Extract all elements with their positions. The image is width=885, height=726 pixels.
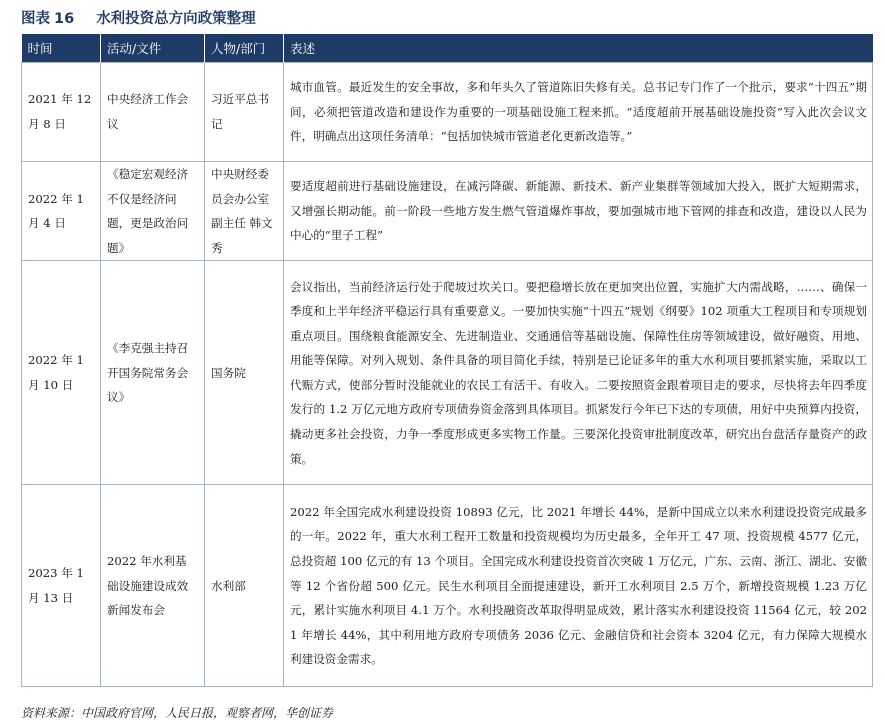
figure-title	[21, 6, 256, 32]
source-note: 资料来源：中国政府官网，人民日报，观察者网，华创证券	[21, 706, 334, 720]
table-header-row	[22, 34, 873, 63]
figure-title-text: 水利投资总方向政策整理	[96, 11, 256, 27]
table-row	[22, 485, 873, 687]
figure-label: 图表	[21, 11, 50, 27]
cell-statement: 会议指出，当前经济运行处于爬坡过坎关口。要把稳增长放在更加突出位置，实施扩大内需战略，……、确保一季度和上半年经济平稳运行具有重要意义。一要加快实施“十四五”规划《纲要》102 项重大工程项目和专项规划重点项目。围绕粮食能源安全、先进制造业、交通通信等基础设施、保障性住房等领域建设，做好融资、用地、用能等保障。对列入规划、条件具备的项目简化手续，特别是已论证多年的重大水利项目要抓紧实施，采取以工代赈方式，使部分暂时没能就业的农民工有活干、有收入。二要按照资金跟着项目走的要求，尽快将去年四季度发行的 1.2 万亿元地方政府专项债券资金落到具体项目。抓紧发行今年已下达的专项债，用好中央预算内投资，撬动更多社会投资，力争一季度形成更多实物工作量。三要深化投资审批制度改革，研究出台盘活存量资产的政策。	[284, 261, 873, 485]
cell-activity: 《李克强主持召开国务院常务会议》	[101, 261, 205, 485]
table-row	[22, 261, 873, 485]
cell-person: 习近平总书记	[205, 63, 284, 162]
table-row	[22, 162, 873, 261]
cell-activity: 《稳定宏观经济不仅是经济问题，更是政治问题》	[101, 162, 205, 261]
cell-activity: 中央经济工作会议	[101, 63, 205, 162]
cell-time: 2023 年 1 月 13 日	[22, 485, 101, 687]
cell-activity: 2022 年水利基础设施建设成效新闻发布会	[101, 485, 205, 687]
cell-time: 2022 年 1 月 4 日	[22, 162, 101, 261]
figure-number: 16	[54, 11, 75, 27]
cell-statement: 城市血管。最近发生的安全事故，多和年头久了管道陈旧失修有关。总书记专门作了一个批示，要求“十四五”期间，必须把管道改造和建设作为重要的一项基础设施工程来抓。“适度超前开展基础设施投资”写入此次会议文件，明确点出这项任务清单：“包括加快城市管道老化更新改造等。”	[284, 63, 873, 162]
cell-person: 中央财经委员会办公室副主任 韩文秀	[205, 162, 284, 261]
column-header-time: 时间	[22, 34, 101, 63]
cell-person: 水利部	[205, 485, 284, 687]
table-row	[22, 63, 873, 162]
cell-statement: 要适度超前进行基础设施建设，在减污降碳、新能源、新技术、新产业集群等领域加大投入，既扩大短期需求，又增强长期动能。前一阶段一些地方发生燃气管道爆炸事故，要加强城市地下管网的排查和改造，建设以人民为中心的“里子工程”	[284, 162, 873, 261]
column-header-person: 人物/部门	[205, 34, 284, 63]
cell-person: 国务院	[205, 261, 284, 485]
policy-table	[21, 34, 873, 687]
cell-time: 2021 年 12 月 8 日	[22, 63, 101, 162]
column-header-statement: 表述	[284, 34, 873, 63]
cell-statement: 2022 年全国完成水利建设投资 10893 亿元，比 2021 年增长 44%，是新中国成立以来水利建设投资完成最多的一年。2022 年，重大水利工程开工数量和投资规模均为历史最多，全年开工 47 项、投资规模 4577 亿元，总投资超 100 亿元的有 13 个项目。全国完成水利建设投资首次突破 1 万亿元，广东、云南、浙江、湖北、安徽等 12 个省份超 500 亿元。民生水利项目全面提速建设，新开工水利项目 2.5 万个，新增投资规模 1.23 万亿元，累计实施水利项目 4.1 万个。水利投融资改革取得明显成效，累计落实水利建设投资 11564 亿元，较 2021 年增长 44%，其中利用地方政府专项债务 2036 亿元、金融信贷和社会资本 3204 亿元，有力保障大规模水利建设资金需求。	[284, 485, 873, 687]
column-header-activity: 活动/文件	[101, 34, 205, 63]
cell-time: 2022 年 1 月 10 日	[22, 261, 101, 485]
